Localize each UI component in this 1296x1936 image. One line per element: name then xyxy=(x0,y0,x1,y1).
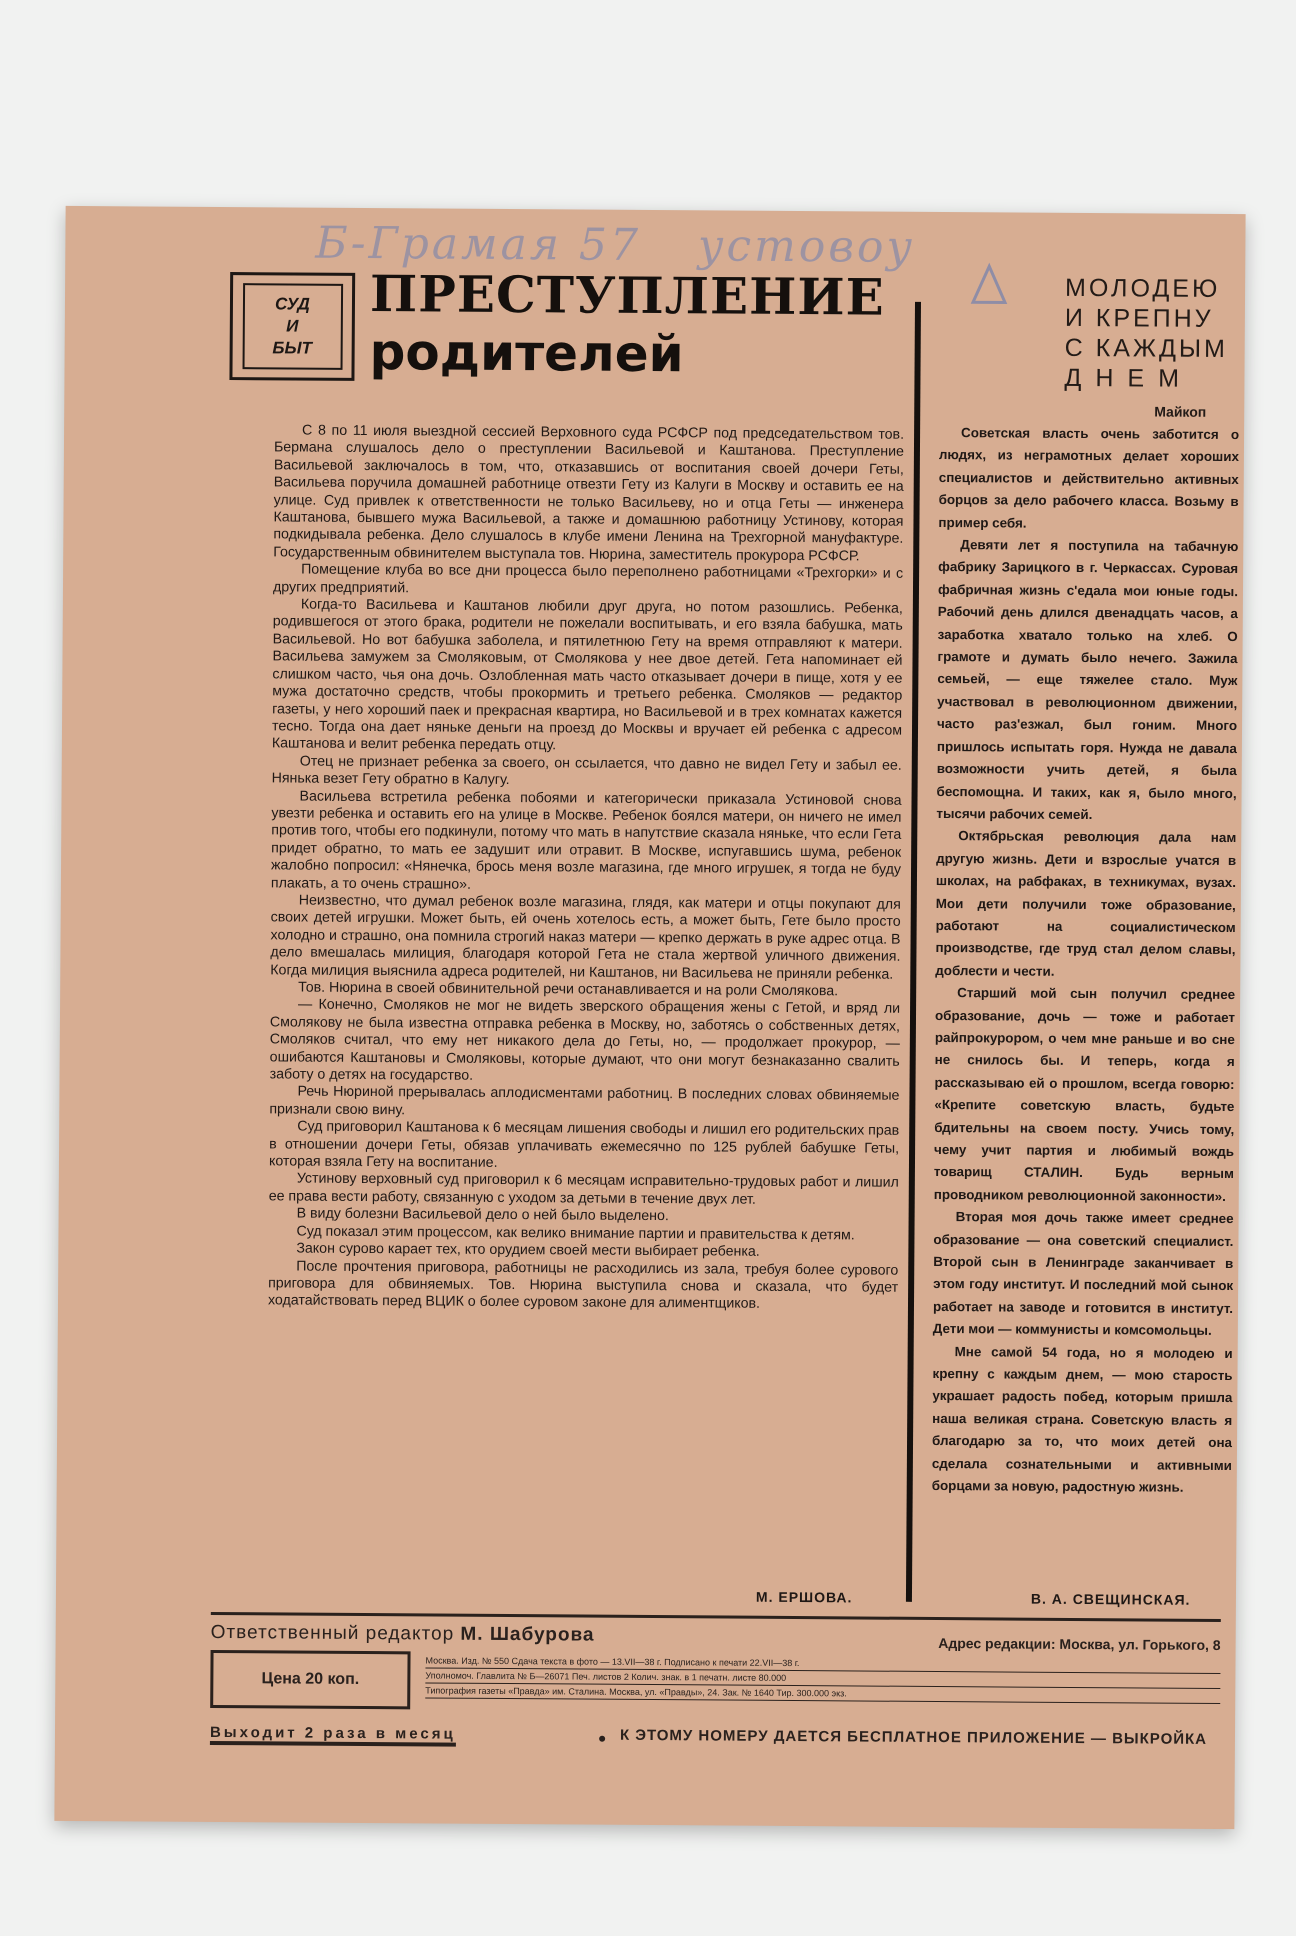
editor-credit xyxy=(211,1622,595,1647)
left-paragraph: После прочтения приговора, работницы не расходились из зала, требуя более сурового приговора для обвиняемых. Тов. Нюрина выступила снова и сказала, что будет ходатайствовать перед ВЦИК о более суровом законе для алиментщиков. xyxy=(267,1258,899,1313)
left-paragraph: Помещение клуба во все дни процесса было переполнено работницами «Трехгорки» и с других предприятий. xyxy=(272,561,904,596)
right-paragraph: Советская власть очень заботится о людях, из неграмотных делает хороших специалистов и действительно активных борцов за дело рабочего класса. Возьму в пример себя. xyxy=(938,425,1240,531)
imprint-block xyxy=(425,1653,1220,1704)
right-paragraph: Вторая моя дочь также имеет среднее образование — она советский специалист. Второй сын в Ленинграде заканчивает в этом году институт. И последний мой сынок работает на заводе и готовится в институт. Дети мои — коммунисты и комсомольцы. xyxy=(932,1209,1234,1339)
editorial-address: Адрес редакции: Москва, ул. Горького, 8 xyxy=(938,1635,1221,1653)
left-paragraph: Устинову верховный суд приговорил к 6 месяцам исправительно-трудовых работ и лишил ее права вести работу, связанную с уходом за детьми в течение двух лет. xyxy=(268,1171,899,1208)
left-paragraph: Васильева встретила ребенка побоями и категорически приказала Устиновой снова увезти ребенка и оставить его на улице в Москве. Ребенок боялся матери, он ничего не имел против того, чтобы его подкинули, потому что мать в напутствие сказала няньке, что если Гета придет обратно, то мать ее задушит или отравит. В Москве, испугавшись шума, ребенок жалобно попросил: «Нянечка, брось меня возле магазина, где много игрушек, я тогда не буду плакать, а то очень страшно». xyxy=(270,788,902,893)
price-label: Цена 20 коп. xyxy=(261,1670,360,1688)
left-author-signature: М. ЕРШОВА. xyxy=(755,1588,853,1606)
footer-rule xyxy=(211,1612,1221,1622)
left-paragraph: С 8 по 11 июля выездной сессией Верховного суда РСФСР под председательством тов. Бермана слушалось дело о преступлении Васильевой и Каштанова. Преступление Васильевой заключалось в том, что, отказавшись от воспитания своей дочери Геты, Васильева поручила домашней работнице отвезти Гету из Калуги в Москву и оставить ее на улице. Суд привлек к ответственности не только Васильеву, но и отца Геты — инженера Каштанова, бывшего мужа Васильевой, а также и домашнюю работницу Устинову, которая подкидывала ребенка. Дело слушалось в клубе имени Ленина на Трехгорной мануфактуре. Государственным обвинителем выступала тов. Нюрина, заместитель прокурора РСФСР. xyxy=(273,422,905,565)
left-paragraph: Когда-то Васильева и Каштанов любили друг друга, но потом разошлись. Ребенка, родившегося от этого брака, родители не пожелали воспитывать, и его взяла бабушка, мать Васильевой. Но вот бабушка заболела, и пятилетнюю Гету на время отправляют к матери. Васильева замужем за Смоляковым, от Смолякова у нее двое детей. Гета напоминает ей слишком часто, чья она дочь. Озлобленная мать часто отказывает дочери в пище, хотя у ее мужа достаточно средств, чтобы прокормить и третьего ребенка. Смоляков — редактор газеты, у него хороший паек и прекрасная квартира, но Васильевой и в трех комнатах кажется тесно. Тогда она дает няньке деньги на проезд до Москвы и вручает ей ребенка с адресом Каштанова и велит ребенка передать отцу. xyxy=(271,596,903,754)
right-paragraph: Мне самой 54 года, но я молодею и крепну с каждым днем, — мою старость украшает радость побед, которым пришла наша великая страна. Советскую власть я благодарю за то, что моих детей она сделала сознательными и активными борцами за новую, радостную жизнь. xyxy=(931,1343,1233,1495)
rubric-line-1: СУД xyxy=(275,294,310,314)
rubric-box xyxy=(229,272,355,381)
rubric-line-3: БЫТ xyxy=(272,338,312,358)
right-title-line-3: С КАЖДЫМ xyxy=(1064,333,1228,364)
article-headline xyxy=(369,266,910,386)
right-article-title xyxy=(1064,273,1245,394)
right-title-line-4: ДНЕМ xyxy=(1064,363,1194,393)
headline-line-2: родителей xyxy=(369,323,684,384)
rubric-line-2: И xyxy=(286,316,299,336)
handwritten-address: Б-Грамая 57 xyxy=(315,217,642,271)
left-paragraph: Тов. Нюрина в своей обвинительной речи останавливается и на роли Смолякова. xyxy=(298,979,839,1000)
left-paragraph: — Конечно, Смоляков не мог не видеть зверского обращения жены с Гетой, и вряд ли Смолякову не была известна отправка ребенка в Москву, но, заботясь о собственных детях, Смоляков считал, что ему нет никакого дела до Геты, но, — продолжает прокурор, — ошибаются Каштановы и Смоляковы, которые думают, что они могут безнаказанно свалить заботу о детях на государство. xyxy=(269,996,901,1084)
dateline: Майкоп xyxy=(1154,403,1207,420)
left-paragraph: В виду болезни Васильевой дело о ней было выделено. xyxy=(296,1205,669,1225)
right-article-body xyxy=(932,422,1240,1500)
left-paragraph: Отец не признает ребенка за своего, он ссылается, что давно не видел Гету и забыл ее. Нянька везет Гету обратно в Калугу. xyxy=(271,753,902,789)
price-box xyxy=(210,1650,410,1709)
right-title-line-2: И КРЕПНУ xyxy=(1064,303,1214,333)
page-footer xyxy=(210,1612,1221,1769)
left-paragraph: Неизвестно, что думал ребенок возле магазина, глядя, как матери и отцы покупают для своих детей игрушки. Может быть, ей очень хотелось есть, а может быть, Гете было просто холодно и страшно, она помнила строгий наказ матери — крепко держать в руке адрес отца. В дело вмешалась милиция, благодаря которой Гета не стала жертвой уличного движения. Когда милиция выяснила адреса родителей, ни Каштанов, ни Васильева не приняли ребенка. xyxy=(270,892,901,983)
right-author-signature: В. А. СВЕЩИНСКАЯ. xyxy=(1030,1590,1191,1608)
editor-label: Ответственный редактор xyxy=(210,1621,455,1645)
left-paragraph: Суд показал этим процессом, как велико внимание партии и правительства к детям. xyxy=(296,1223,855,1244)
headline-line-1: ПРЕСТУПЛЕНИЕ xyxy=(369,264,885,327)
imprint-line: Москва. Изд. № 550 Сдача текста в фото — 13.VII—38 г. Подписано к печати 22.VII—38 г. xyxy=(425,1653,1220,1674)
editor-name: М. Шабурова xyxy=(460,1623,595,1646)
rubric-inner-box xyxy=(242,283,343,370)
magazine-page xyxy=(54,206,1245,1829)
bullet-icon: ● xyxy=(597,1729,607,1746)
supplement-notice: К ЭТОМУ НОМЕРУ ДАЕТСЯ БЕСПЛАТНОЕ ПРИЛОЖЕНИЕ — ВЫКРОЙКА xyxy=(619,1726,1208,1748)
publication-frequency: Выходит 2 раза в месяц xyxy=(210,1724,456,1747)
right-paragraph: Девяти лет я поступила на табачную фабрику Зарицкого в г. Черкассах. Суровая фабричная жизнь с'едала мои юные годы. Рабочий день длился двенадцать часов, а заработка хватало только на хлеб. О грамоте и думать было нечего. Зажила семьей, — еще тяжелее стало. Муж участвовал в революционном движении, часто раз'езжал, был гоним. Много пришлось испытать горя. Нужда не давала возможности учить детей, я была беспомощна. И таких, как я, было много, тысячи рабочих семей. xyxy=(936,537,1239,822)
right-paragraph: Октябрьская революция дала нам другую жизнь. Дети и взрослые учатся в школах, на рабфаках, в техникумах, вузах. Мои дети получили тоже образование, работают на социалистическом производстве, где труд стал делом славы, доблести и чести. xyxy=(935,828,1237,979)
left-paragraph: Речь Нюриной прерывалась аплодисментами работниц. В последних словах обвиняемые признали свою вину. xyxy=(269,1083,900,1119)
imprint-line: Уполномоч. Главлита № Б—26071 Печ. листов 2 Колич. знак. в 1 печатн. листе 80.000 xyxy=(425,1668,1220,1689)
right-title-line-1: МОЛОДЕЮ xyxy=(1065,273,1221,303)
left-paragraph: Закон сурово карает тех, кто орудием своей мести выбирает ребенка. xyxy=(296,1240,760,1260)
imprint-line: Типография газеты «Правда» им. Сталина. Москва, ул. «Правды», 24. Зак. № 1640 Тир. 300.000 экз. xyxy=(425,1683,1220,1704)
handwritten-triangle-mark xyxy=(965,262,1010,307)
column-divider xyxy=(906,302,921,1602)
right-paragraph: Старший мой сын получил среднее образование, дочь — тоже и работает райпрокурором, о чем мне раньше и во сне не снилось бы. И теперь, когда я рассказываю ей о прошлом, всегда говорю: «Крепите советскую власть, будьте бдительны на своем посту. Учись тому, чему учит партия и любимый вождь товарищ СТАЛИН. Будь верным проводником революционной законности». xyxy=(933,985,1236,1204)
left-article-body xyxy=(268,422,904,1314)
left-paragraph: Суд приговорил Каштанова к 6 месяцам лишения свободы и лишил его родительских прав в отношении дочери Геты, обязав уплачивать ежемесячно по 125 рублей бабушке Геты, которая взяла Гету на воспитание. xyxy=(268,1118,900,1172)
handwritten-name: устовоу xyxy=(697,220,916,273)
